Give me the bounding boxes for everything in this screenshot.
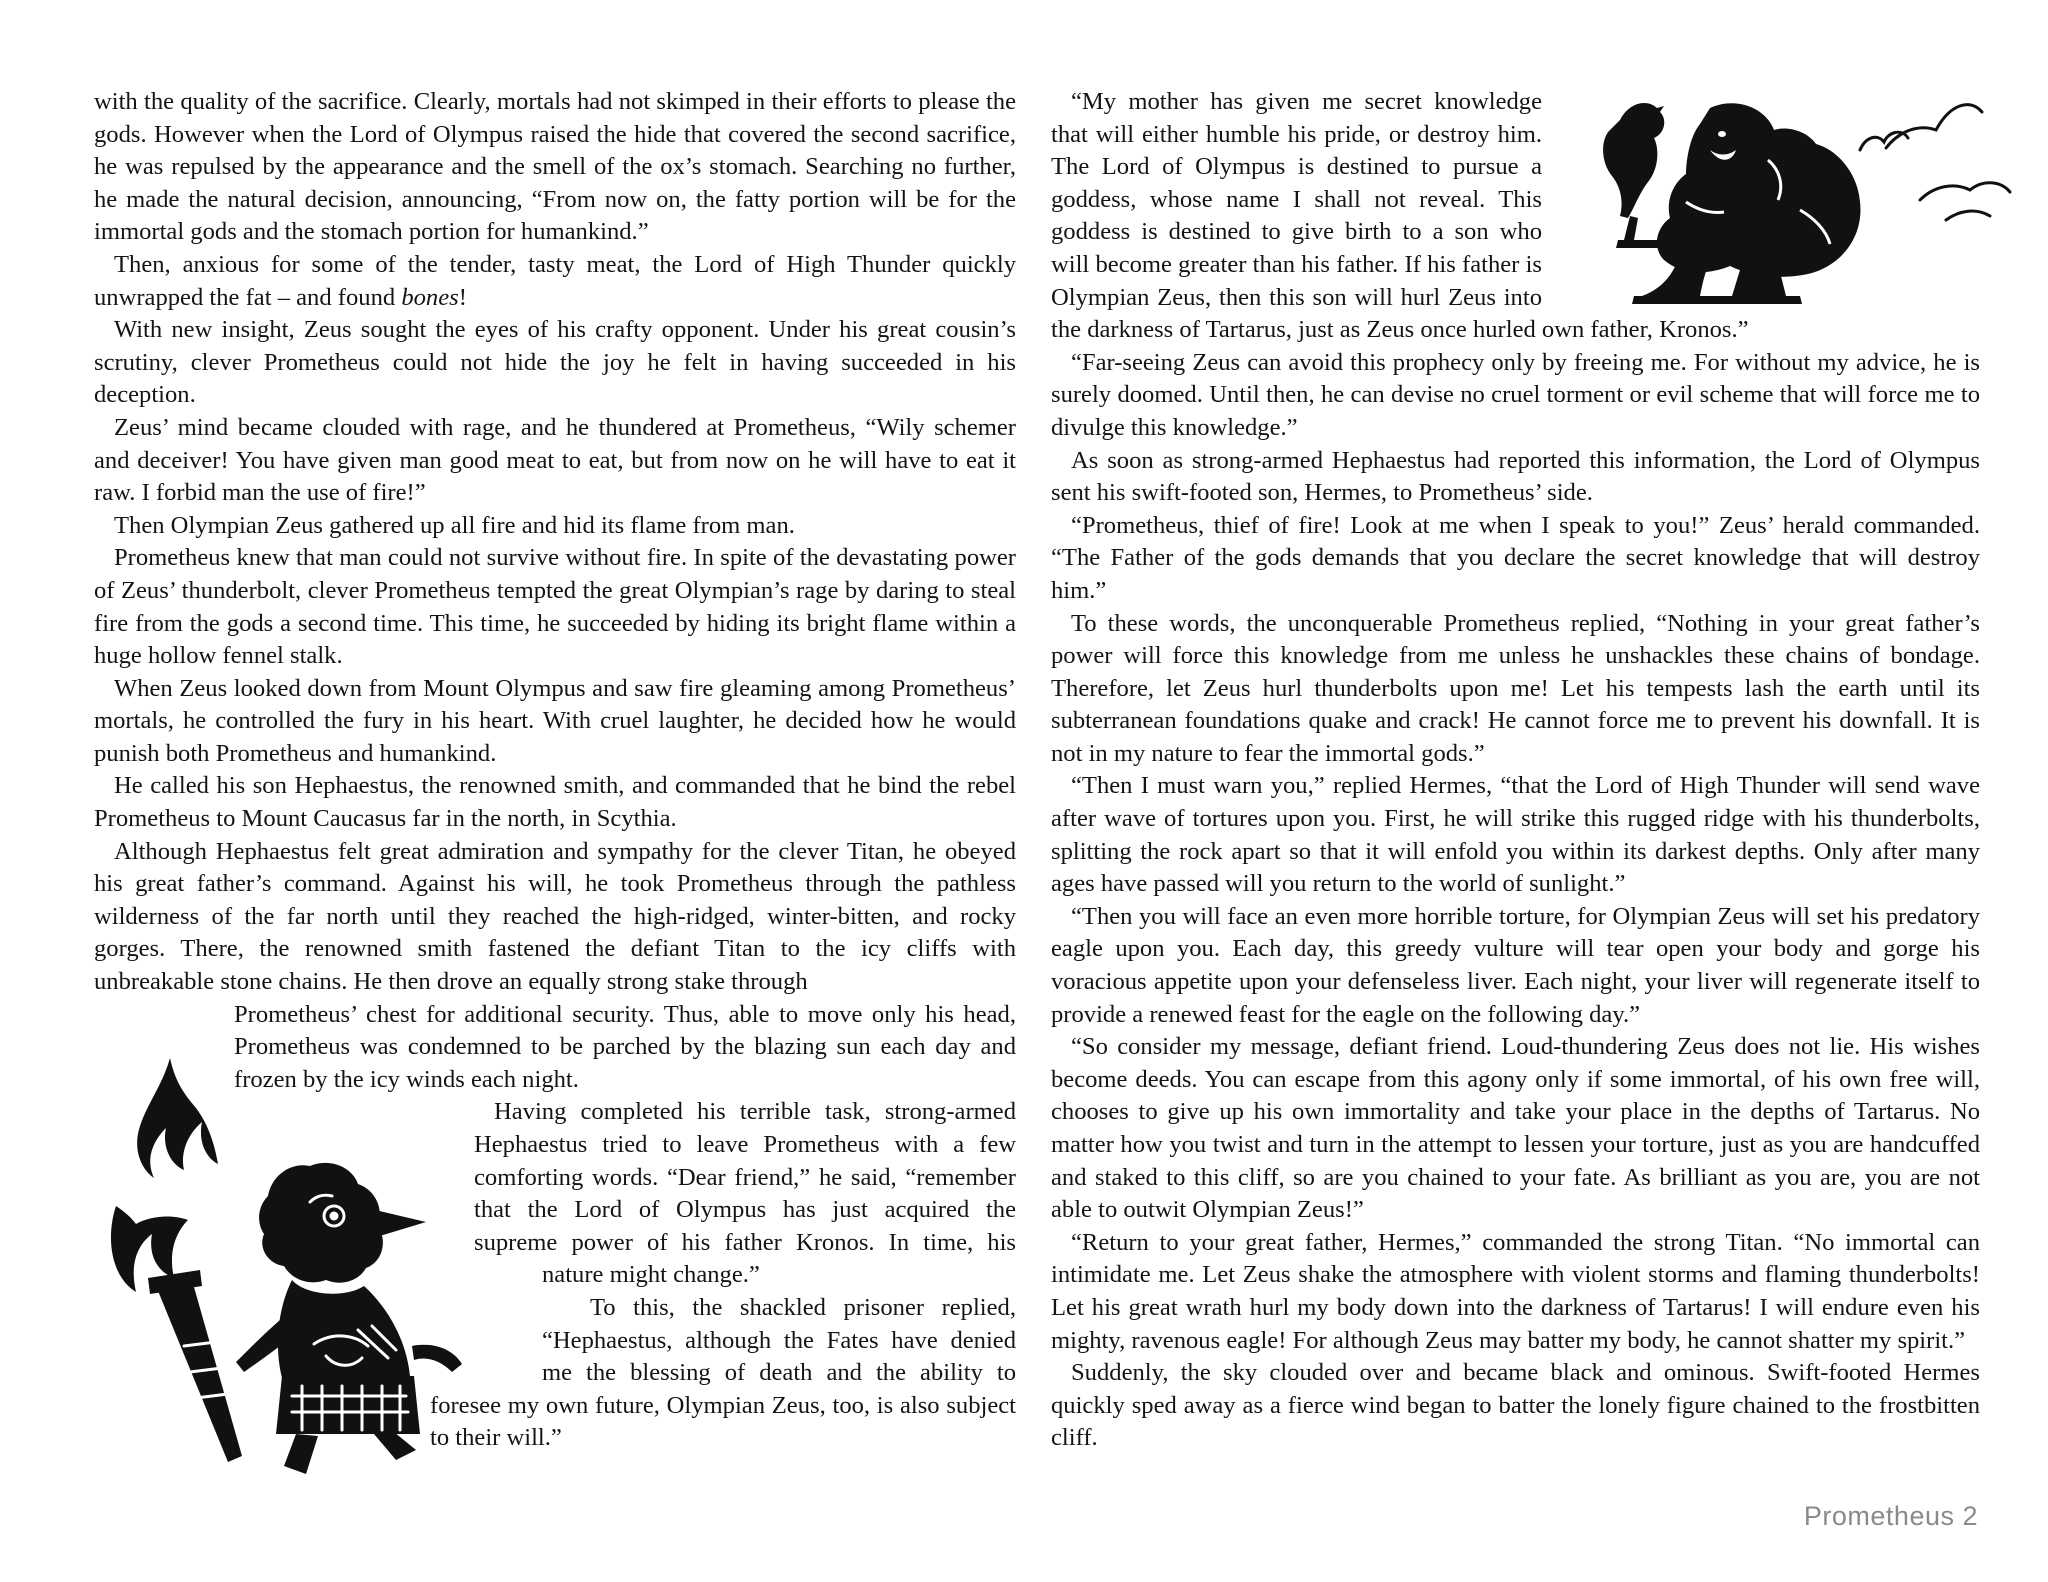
paragraph: To this, the shackled prisoner replied, “Hephaestus, although the Fates have denied me the blessing of death and the ability to foresee my own future, Olympian Zeus, too, is also subject to their will.” bbox=[430, 1293, 1016, 1452]
float-spacer bbox=[94, 1097, 474, 1261]
paragraph: He called his son Hephaestus, the renowned smith, and commanded that he bind the rebel Prometheus to Mount Caucasus far in the north, in Scythia. bbox=[94, 772, 1016, 833]
paragraph: Suddenly, the sky clouded over and became black and ominous. Swift-footed Hermes quickly sped away as a fierce wind began to batter the lonely figure chained to the frostbitten cliff. bbox=[1051, 1359, 1980, 1452]
paragraph: Although Hephaestus felt great admiration and sympathy for the clever Titan, he obeyed his great father’s command. Against his will, he took Prometheus through the pathless wilderness of the far north until they reached the high-ridged, winter-bitten, and rocky gorges. There, the renowned smith fastened the defiant Titan to the icy cliffs with unbreakable stone chains. He then drove an equally strong stake through bbox=[94, 837, 1016, 996]
paragraph bbox=[94, 249, 1016, 314]
wrap-region bbox=[94, 999, 1016, 1455]
right-column bbox=[1051, 86, 1980, 1455]
float-spacer bbox=[94, 1359, 430, 1425]
left-column bbox=[94, 86, 1016, 1455]
paragraph: Having completed his terrible task, strong-armed Hephaestus tried to leave Prometheus with a few comforting words. “Dear friend,” he said, “remember that the Lord of Olympus has just acquired the supreme power of his father Kronos. In time, his nature might change.” bbox=[474, 1098, 1016, 1289]
paragraph: “Prometheus, thief of fire! Look at me when I speak to you!” Zeus’ herald commanded. “The Father of the gods demands that you declare the secret knowledge that will destroy him.” bbox=[1051, 511, 1980, 604]
paragraph: “My mother has given me secret knowledge that will either humble his pride, or destroy him. The Lord of Olympus is destined to pursue a goddess, whose name I shall not reveal. This goddess is destined to give birth to a son who will become greater than his father. If his father is Olympian Zeus, then this son will hurl Zeus into the darkness of Tartarus, just as Zeus once hurled own father, Kronos.” bbox=[1051, 88, 1749, 344]
page-footer: Prometheus 2 bbox=[1803, 1501, 1978, 1531]
paragraph: As soon as strong-armed Hephaestus had reported this information, the Lord of Olympus sent his swift-footed son, Hermes, to Prometheus’ side. bbox=[1051, 446, 1980, 507]
paragraph: Zeus’ mind became clouded with rage, and he thundered at Prometheus, “Wily schemer and deceiver! You have given man good meat to eat, but from now on he will have to eat it raw. I forbid man the use of fire!” bbox=[94, 413, 1016, 507]
paragraph: To these words, the unconquerable Prometheus replied, “Nothing in your great father’s power will force this knowledge from me unless he unshackles these chains of bondage. Therefore, let Zeus hurl thunderbolts upon me! Let his tempests lash the earth until its subterranean foundations quake and crack! He cannot force me to prevent his downfall. It is not in my nature to fear the immortal gods.” bbox=[1051, 609, 1980, 767]
float-spacer bbox=[94, 1261, 542, 1359]
paragraph: Prometheus’ chest for additional security. Thus, able to move only his head, Prometheus was condemned to be parched by the blazing sun each day and frozen by the icy winds each night. bbox=[234, 1000, 1016, 1093]
float-spacer bbox=[94, 999, 234, 1097]
paragraph: with the quality of the sacrifice. Clearly, mortals had not skimped in their efforts to please the gods. However when the Lord of Olympus raised the hide that covered the second sacrifice, he was repulsed by the appearance and the smell of the ox’s stomach. Searching no further, he made the natural decision, announcing, “From now on, the fatty portion will be for the immortal gods and the stomach portion for humankind.” bbox=[94, 88, 1016, 246]
paragraph: Then Olympian Zeus gathered up all fire and hid its flame from man. bbox=[114, 511, 795, 539]
emphasis: bones bbox=[401, 283, 459, 311]
float-spacer bbox=[1560, 86, 1980, 284]
paragraph: “So consider my message, defiant friend. Loud-thundering Zeus does not lie. His wishes become deeds. You can escape from this agony only if some immortal, of his own free will, chooses to give up his own immortality and take your place in the depths of Tartarus. No matter how you twist and turn in the attempt to lessen your torture, just as you are handcuffed and staked to this cliff, so are you chained to your fate. As brilliant as you are, you are not able to outwit Olympian Zeus!” bbox=[1051, 1033, 1980, 1224]
paragraph: When Zeus looked down from Mount Olympus and saw fire gleaming among Prometheus’ mortals, he controlled the fury in his heart. With cruel laughter, he decided how he would punish both Prometheus and humankind. bbox=[94, 674, 1016, 767]
paragraph-text: Then, anxious for some of the tender, tasty meat, the Lord of High Thunder quickly unwrapped the fat – and found bbox=[94, 250, 1016, 311]
paragraph: “Then I must warn you,” replied Hermes, “that the Lord of High Thunder will send wave after wave of tortures upon you. First, he will strike this rugged ridge with his thunderbolts, splitting the rock apart so that it will enfold you within its darkest depths. Only after many ages have passed will you return to the world of sunlight.” bbox=[1051, 772, 1980, 898]
paragraph: “Return to your great father, Hermes,” commanded the strong Titan. “No immortal can intimidate me. Let Zeus shake the atmosphere with violent storms and flaming thunderbolts! Let his great wrath hurl my body down into the darkness of Tartarus! I will endure even his mighty, ravenous eagle! For although Zeus may batter my body, he cannot shatter my spirit.” bbox=[1051, 1228, 1980, 1354]
paragraph: “Far-seeing Zeus can avoid this prophecy only by freeing me. For without my advice, he is surely doomed. Until then, he can devise no cruel torment or evil scheme that will force me to divulge this knowledge.” bbox=[1051, 348, 1980, 441]
paragraph: “Then you will face an even more horrible torture, for Olympian Zeus will set his predatory eagle upon you. Each day, this greedy vulture will tear open your body and gorge his voracious appetite upon your defenseless liver. Each night, your liver will regenerate itself to provide a renewed feast for the eagle on the following day.” bbox=[1051, 902, 1980, 1028]
paragraph-text: ! bbox=[458, 283, 467, 311]
paragraph: Prometheus knew that man could not survive without fire. In spite of the devastating power of Zeus’ thunderbolt, clever Prometheus tempted the great Olympian’s rage by daring to steal fire from the gods a second time. This time, he succeeded by hiding its bright flame within a huge hollow fennel stalk. bbox=[94, 544, 1016, 670]
paragraph: With new insight, Zeus sought the eyes of his crafty opponent. Under his great cousin’s scrutiny, clever Prometheus could not hide the joy he felt in having succeeded in his deception. bbox=[94, 316, 1016, 409]
